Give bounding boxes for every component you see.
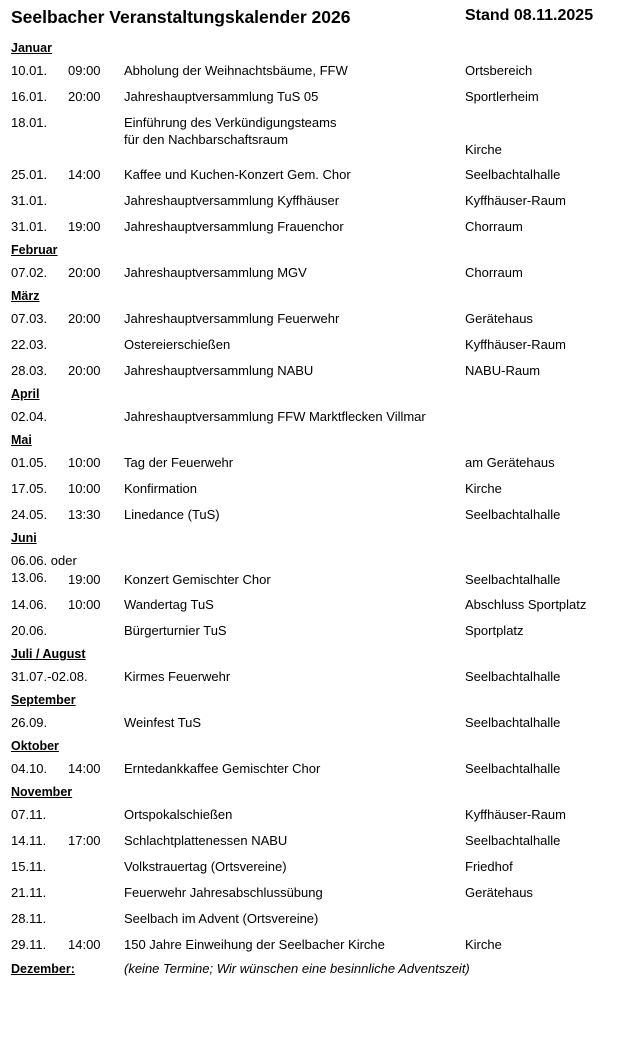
event-row [11,358,621,384]
page-title: Seelbacher Veranstaltungskalender 2026 [11,7,351,27]
event-title-line: für den Nachbarschaftsraum [124,132,289,147]
event-location: Sportplatz [465,623,524,638]
event-location: Kyffhäuser-Raum [465,337,566,352]
event-date: 20.06. [11,623,48,638]
event-title: Abholung der Weihnachtsbäume, FFW [124,63,348,78]
december-note: (keine Termine; Wir wünschen eine besinnliche Adventszeit) [124,961,470,976]
event-time: 20:00 [68,265,101,280]
event-title: Schlachtplattenessen NABU [124,833,288,848]
event-date-line: 06.06. oder [11,553,77,568]
event-date: 31.07.-02.08. [11,669,88,684]
event-location: Kirche [465,481,502,496]
event-row [11,592,621,618]
event-title: Feuerwehr Jahresabschlussübung [124,885,323,900]
event-row [11,260,621,286]
event-date: 17.05. [11,481,48,496]
event-title: Seelbach im Advent (Ortsvereine) [124,911,319,926]
event-location: Ortsbereich [465,63,533,78]
event-title: Wandertag TuS [124,597,214,612]
event-title-line: Einführung des Verkündigungsteams [124,115,337,130]
event-row [11,854,621,880]
event-title: Ortspokalschießen [124,807,233,822]
event-date: 07.03. [11,311,48,326]
event-location: Gerätehaus [465,885,533,900]
event-row [11,110,621,162]
event-date [11,552,77,586]
event-title: Weinfest TuS [124,715,202,730]
event-location: Seelbachtalhalle [465,167,561,182]
event-location: Abschluss Sportplatz [465,597,587,612]
event-time: 10:00 [68,455,101,470]
event-row [11,802,621,828]
event-date: 07.02. [11,265,48,280]
event-date: 25.01. [11,167,48,182]
month-heading-mai: Mai [11,433,32,447]
event-date: 29.11. [11,937,47,952]
event-row [11,450,621,476]
event-title [124,114,464,148]
event-list [11,38,621,980]
event-time: 19:00 [68,219,101,234]
event-row [11,162,621,188]
event-location: Kirche [465,142,502,157]
event-row [11,880,621,906]
event-row [11,332,621,358]
event-row [11,188,621,214]
event-location: Seelbachtalhalle [465,761,561,776]
event-date: 15.11. [11,859,47,874]
event-date: 31.01. [11,219,48,234]
month-heading-februar: Februar [11,243,58,257]
event-date: 31.01. [11,193,48,208]
event-date-line: 13.06. [11,570,48,585]
event-title: Volkstrauertag (Ortsvereine) [124,859,287,874]
event-title: Tag der Feuerwehr [124,455,234,470]
december-row [11,958,621,980]
event-time: 10:00 [68,597,101,612]
event-row [11,618,621,644]
event-row [11,710,621,736]
month-heading-november: November [11,785,73,799]
event-row [11,932,621,958]
event-time: 17:00 [68,833,101,848]
month-heading-juni: Juni [11,531,37,545]
event-row [11,306,621,332]
event-time: 14:00 [68,937,101,952]
event-date: 01.05. [11,455,48,470]
event-row [11,84,621,110]
month-heading-januar: Januar [11,41,52,55]
event-time: 20:00 [68,363,101,378]
event-location: Gerätehaus [465,311,533,326]
event-location: Seelbachtalhalle [465,669,561,684]
event-date: 14.06. [11,597,48,612]
event-row [11,664,621,690]
event-row [11,502,621,528]
event-title: Jahreshauptversammlung MGV [124,265,307,280]
event-row [11,404,621,430]
event-date: 16.01. [11,89,48,104]
event-row [11,828,621,854]
event-time: 14:00 [68,761,101,776]
event-date: 28.11. [11,911,47,926]
event-time: 19:00 [68,572,101,587]
event-title: Jahreshauptversammlung Kyffhäuser [124,193,340,208]
event-row [11,548,621,592]
event-date: 26.09. [11,715,48,730]
event-title: Jahreshauptversammlung Frauenchor [124,219,344,234]
month-heading-dezember: Dezember: [11,962,75,976]
event-title: Jahreshauptversammlung TuS 05 [124,89,319,104]
event-title: Konfirmation [124,481,197,496]
event-time: 13:30 [68,507,101,522]
month-heading-maerz: März [11,289,40,303]
event-time: 09:00 [68,63,101,78]
event-time: 14:00 [68,167,101,182]
event-title: 150 Jahre Einweihung der Seelbacher Kirche [124,937,385,952]
event-date: 21.11. [11,885,47,900]
event-title: Jahreshauptversammlung Feuerwehr [124,311,340,326]
event-date: 28.03. [11,363,48,378]
event-row [11,214,621,240]
header [11,7,616,31]
event-location: Chorraum [465,219,523,234]
event-date: 04.10. [11,761,48,776]
event-title: Jahreshauptversammlung FFW Marktflecken Villmar [124,409,426,424]
event-location: Kirche [465,937,502,952]
event-location: NABU-Raum [465,363,541,378]
event-time: 20:00 [68,311,101,326]
event-location: am Gerätehaus [465,455,555,470]
event-location: Friedhof [465,859,513,874]
month-heading-april: April [11,387,40,401]
event-date: 10.01. [11,63,48,78]
event-title: Bürgerturnier TuS [124,623,227,638]
event-title: Kirmes Feuerwehr [124,669,231,684]
event-location: Seelbachtalhalle [465,572,561,587]
event-location: Sportlerheim [465,89,539,104]
event-row [11,906,621,932]
event-date: 07.11. [11,807,47,822]
event-title: Kaffee und Kuchen-Konzert Gem. Chor [124,167,351,182]
event-date: 18.01. [11,115,48,130]
event-date: 02.04. [11,409,48,424]
event-row [11,476,621,502]
event-time: 20:00 [68,89,101,104]
event-title: Konzert Gemischter Chor [124,572,271,587]
event-date: 22.03. [11,337,48,352]
event-row [11,756,621,782]
month-heading-juli-august: Juli / August [11,647,86,661]
event-date: 14.11. [11,833,47,848]
event-location: Kyffhäuser-Raum [465,193,566,208]
event-date: 24.05. [11,507,48,522]
event-location: Seelbachtalhalle [465,507,561,522]
event-location: Seelbachtalhalle [465,833,561,848]
event-time: 10:00 [68,481,101,496]
event-title: Erntedankkaffee Gemischter Chor [124,761,321,776]
stand-date: Stand 08.11.2025 [465,7,594,24]
event-location: Seelbachtalhalle [465,715,561,730]
event-title: Linedance (TuS) [124,507,220,522]
month-heading-oktober: Oktober [11,739,59,753]
event-row [11,58,621,84]
event-location: Chorraum [465,265,523,280]
event-title: Jahreshauptversammlung NABU [124,363,314,378]
event-location: Kyffhäuser-Raum [465,807,566,822]
event-title: Ostereierschießen [124,337,231,352]
month-heading-september: September [11,693,76,707]
